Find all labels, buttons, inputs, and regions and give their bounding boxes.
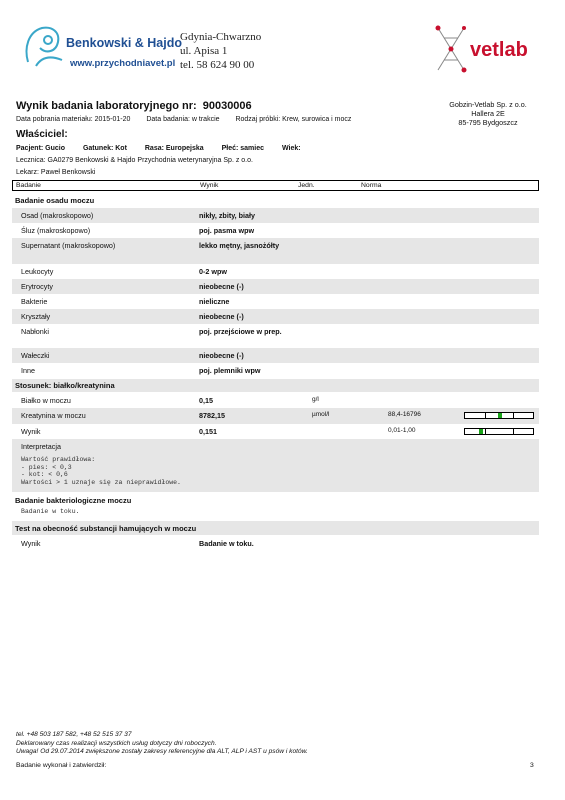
test-result: nieobecne (-) [199, 351, 244, 360]
test-name: Osad (makroskopowo) [21, 211, 94, 220]
footer-notice: Uwaga! Od 29.07.2014 zwiększone zostały zakresy referencyjne dla ALT, ALP i AST u psów i kotów. [16, 748, 308, 755]
test-name: Śluz (makroskopowo) [21, 226, 91, 235]
test-result: 0-2 wpw [199, 267, 227, 276]
bacteriology-note-row [12, 507, 539, 519]
interpretation-label: Interpretacja [21, 442, 61, 451]
section-sediment-heading: Badanie osadu moczu [15, 196, 95, 205]
doctor-info: Lekarz: Paweł Benkowski [16, 169, 96, 176]
test-result: poj. przejściowe w prep. [199, 327, 282, 336]
table-row [12, 408, 539, 424]
test-name: Białko w moczu [21, 396, 71, 405]
interpretation-line: Wartości > 1 uznaje się za nieprawidłowe. [21, 478, 181, 486]
footer-declared: Deklarowany czas realizacji wszystkich usług dotyczy dni roboczych. [16, 739, 217, 747]
table-row [12, 223, 539, 238]
patient-info [16, 145, 317, 152]
test-name: Kryształy [21, 312, 51, 321]
results-table-header [12, 180, 539, 191]
test-date: Data badania: w trakcie [146, 116, 220, 123]
table-row [12, 424, 539, 439]
patient-species: Gatunek: Kot [82, 145, 127, 152]
clinic-brand-name: Benkowski & Hajdo [66, 36, 182, 50]
patient-name: Pacjent: Gucio [16, 145, 66, 152]
footer-notes [16, 731, 308, 757]
clinic-address [180, 30, 261, 72]
col-unit: Jedn. [298, 182, 315, 189]
test-result: 0,15 [199, 396, 213, 405]
table-row [12, 309, 539, 324]
interpretation-line: - kot: < 0,6 [21, 471, 68, 478]
clinic-phone: tel. 58 624 90 00 [180, 59, 255, 71]
test-name: Erytrocyty [21, 282, 53, 291]
table-row [12, 279, 539, 294]
test-name: Kreatynina w moczu [21, 411, 86, 420]
reference-gauge [464, 428, 534, 435]
page-number: 3 [530, 762, 534, 769]
test-norm: 88,4-16796 [388, 411, 421, 418]
patient-age: Wiek: [281, 145, 301, 152]
interpretation-line: Wartość prawidłowa: [21, 456, 96, 463]
test-result: nieliczne [199, 297, 230, 306]
table-row [12, 294, 539, 309]
lab-address [418, 100, 558, 127]
section-bacteriology-heading: Badanie bakteriologiczne moczu [15, 496, 132, 505]
patient-breed: Rasa: Europejska [144, 145, 204, 152]
lab-street: Hallera 2E [471, 109, 505, 118]
section-inhibitors-heading: Test na obecność substancji hamujących w moczu [12, 521, 539, 535]
test-result: poj. pasma wpw [199, 226, 255, 235]
table-row [12, 208, 539, 223]
col-result: Wynik [200, 182, 219, 189]
report-title [16, 100, 252, 112]
test-name: Nabłonki [21, 327, 49, 336]
clinic-city: Gdynia-Chwarzno [180, 31, 262, 43]
reference-gauge [464, 412, 534, 419]
test-name: Inne [21, 366, 35, 375]
test-name: Wałeczki [21, 351, 50, 360]
test-result: poj. plemniki wpw [199, 366, 261, 375]
sample-type: Rodzaj próbki: Krew, surowica i mocz [235, 116, 352, 123]
report-number: 90030006 [202, 100, 252, 112]
report-meta [16, 116, 365, 123]
table-row [12, 348, 539, 363]
vetlab-logo-text: vetlab [470, 39, 528, 61]
table-row [12, 363, 539, 378]
interpretation-block [12, 439, 539, 492]
bacteriology-note: Badanie w toku. [21, 508, 80, 515]
clinic-website-link[interactable]: www.przychodniavet.pl [70, 58, 176, 69]
signature-line: Badanie wykonał i zatwierdził: [16, 762, 107, 769]
col-test: Badanie [16, 182, 41, 189]
table-row [12, 264, 539, 279]
test-result: 0,151 [199, 427, 217, 436]
test-result: 8782,15 [199, 411, 225, 420]
test-name: Bakterie [21, 297, 48, 306]
test-name: Wynik [21, 539, 41, 548]
test-result: nieobecne (-) [199, 312, 244, 321]
table-row [12, 536, 539, 551]
test-norm: 0,01-1,00 [388, 427, 416, 434]
table-row [12, 393, 539, 408]
material-date: Data pobrania materiału: 2015-01-20 [16, 116, 131, 123]
interpretation-line: - pies: < 0,3 [21, 463, 72, 471]
test-result: nieobecne (-) [199, 282, 244, 291]
table-row [12, 324, 539, 348]
test-name: Wynik [21, 427, 41, 436]
gauge-marker [498, 413, 502, 418]
col-norm: Norma [361, 182, 382, 189]
test-result: Badanie w toku. [199, 539, 254, 548]
test-unit: g/l [312, 396, 319, 403]
test-unit: µmol/l [312, 411, 330, 418]
section-ratio-heading: Stosunek: białko/kreatynina [12, 379, 539, 392]
test-name: Supernatant (makroskopowo) [21, 241, 116, 250]
owner-heading: Właściciel: [16, 129, 68, 140]
lab-city: 85-795 Bydgoszcz [458, 118, 518, 127]
report-title-label: Wynik badania laboratoryjnego nr: [16, 100, 197, 112]
clinic-info: Lecznica: GA0279 Benkowski & Hajdo Przychodnia weterynaryjna Sp. z o.o. [16, 157, 253, 164]
vetlab-logo-icon [434, 24, 546, 76]
gauge-marker [479, 429, 483, 434]
footer-phones: tel. +48 503 187 582, +48 52 515 37 37 [16, 731, 132, 738]
lab-name: Gobzin-Vetlab Sp. z o.o. [449, 100, 527, 109]
clinic-street: ul. Apisa 1 [180, 45, 228, 57]
patient-sex: Płeć: samiec [221, 145, 264, 152]
test-result: nikły, zbity, biały [199, 211, 256, 220]
table-row [12, 238, 539, 264]
test-name: Leukocyty [21, 267, 54, 276]
test-result: lekko mętny, jasnożółty [199, 241, 280, 250]
